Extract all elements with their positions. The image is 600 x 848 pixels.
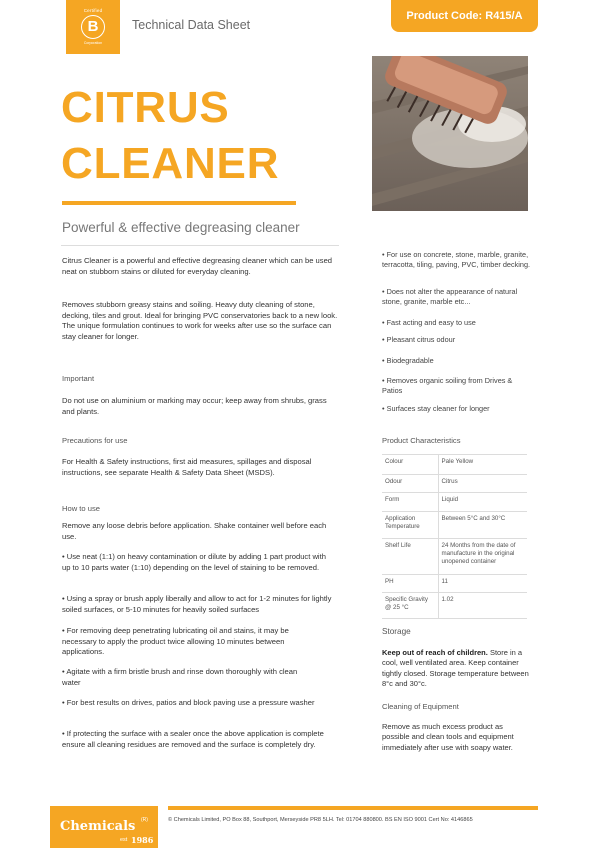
table-row: [382, 593, 527, 619]
important-heading: Important: [62, 374, 95, 383]
table-row: [382, 575, 527, 593]
storage-heading: Storage: [382, 627, 411, 636]
how-to-use-step: • If protecting the surface with a sealer once the above application is complete ensure all cleaning residues are removed and the surface is completely dry.: [62, 729, 324, 749]
logo-name: Chemicals: [60, 819, 136, 834]
footer-address: © Chemicals Limited, PO Box 88, Southport, Merseyside PR8 5LH. Tel: 01704 880800. BS EN ISO 9001 Cert No: 4146865: [168, 817, 473, 823]
characteristic-value: 24 Months from the date of manufacture in the original unopened container: [438, 539, 527, 575]
characteristic-key: Form: [382, 493, 438, 512]
product-title-line-2: CLEANER: [61, 139, 280, 188]
how-to-use-step: Remove any loose debris before application. Shake container well before each use.: [62, 521, 327, 541]
bcorp-certified-label: Certified: [83, 8, 103, 13]
characteristic-key: Odour: [382, 475, 438, 493]
feature-item: • For use on concrete, stone, marble, granite, terracotta, tiling, paving, PVC, timber decking.: [382, 250, 531, 270]
title-underline: [62, 201, 296, 205]
characteristic-key: Application Temperature: [382, 512, 438, 539]
subtitle: Powerful & effective degreasing cleaner: [62, 220, 300, 235]
feature-item: • Pleasant citrus odour: [382, 335, 456, 344]
characteristic-value: Citrus: [438, 475, 527, 493]
storage-warning: Keep out of reach of children.: [382, 648, 488, 657]
logo-registered-mark: (R): [141, 817, 148, 823]
table-row: [382, 455, 527, 475]
how-to-use-step: • For removing deep penetrating lubricating oil and stains, it may be necessary to apply the product twice allowing 10 minutes between applications.: [62, 626, 289, 657]
document-type: Technical Data Sheet: [132, 18, 251, 32]
table-row: [382, 475, 527, 493]
feature-item: • Biodegradable: [382, 356, 434, 365]
characteristic-key: PH: [382, 575, 438, 593]
storage-instructions: Store in a cool, well ventilated area. Keep container tightly closed. Storage temperature between 8°c and 30°c.: [382, 648, 529, 689]
how-to-use-step: • Agitate with a firm bristle brush and rinse down thoroughly with clean water: [62, 667, 298, 687]
bcorp-b-icon: B: [81, 15, 105, 39]
important-text: Do not use on aluminium or marking may occur; keep away from shrubs, grass and plants.: [62, 396, 327, 416]
how-to-use-step: • Using a spray or brush apply liberally and allow to act for 1-2 minutes for lightly soiled surfaces, or 5-10 minutes for heavily soiled surfaces: [62, 594, 332, 614]
feature-item: • Does not alter the appearance of natural stone, granite, marble etc...: [382, 287, 518, 307]
intro-paragraph-2: Removes stubborn greasy stains and soiling. Heavy duty cleaning of stone, decking, tiles and grout. Ideal for bringing PVC conservatories back to a new look. The unique formulation continues to work for weeks after use so the surface can stay cleaner for longer.: [62, 300, 338, 341]
characteristic-key: Specific Gravity @ 25 °C: [382, 593, 438, 619]
product-title: [61, 80, 279, 192]
chemicals-logo: [50, 806, 158, 848]
characteristic-value: 1.02: [438, 593, 527, 619]
precautions-heading: Precautions for use: [62, 436, 128, 445]
table-row: [382, 539, 527, 575]
product-title-line-1: CITRUS: [61, 83, 230, 132]
characteristic-value: 11: [438, 575, 527, 593]
feature-item: • Fast acting and easy to use: [382, 318, 476, 327]
bcorp-corporation-label: Corporation: [83, 41, 103, 45]
product-code-badge: Product Code: R415/A: [391, 0, 538, 32]
product-characteristics-heading: Product Characteristics: [382, 436, 461, 445]
cleaning-heading: Cleaning of Equipment: [382, 702, 459, 711]
table-row: [382, 512, 527, 539]
characteristic-key: Shelf Life: [382, 539, 438, 575]
product-photo: [372, 56, 528, 211]
characteristic-value: Between 5°C and 30°C: [438, 512, 527, 539]
subtitle-divider: [61, 245, 339, 246]
product-characteristics-table: [382, 454, 527, 619]
footer-divider: [168, 806, 538, 810]
characteristic-value: Pale Yellow: [438, 455, 527, 475]
table-row: [382, 493, 527, 512]
characteristic-key: Colour: [382, 455, 438, 475]
bcorp-logo: [66, 0, 120, 54]
features-list: [382, 250, 532, 420]
intro-paragraph-1: Citrus Cleaner is a powerful and effective degreasing cleaner which can be used neat on stubborn stains or diluted for everyday cleaning.: [62, 256, 333, 276]
how-to-use-step: • Use neat (1:1) on heavy contamination or dilute by adding 1 part product with up to 10 parts water (1:10) depending on the level of staining to be removed.: [62, 552, 326, 572]
precautions-text: For Health & Safety instructions, first aid measures, spillages and disposal instructions, see separate Health & Safety Data Sheet (MSDS).: [62, 457, 312, 477]
characteristic-value: Liquid: [438, 493, 527, 512]
feature-item: • Removes organic soiling from Drives & Patios: [382, 376, 513, 396]
cleaning-text: Remove as much excess product as possible and clean tools and equipment immediately after use with soapy water.: [382, 722, 514, 752]
how-to-use-step: • For best results on drives, patios and block paving use a pressure washer: [62, 698, 315, 707]
logo-est-label: est: [120, 837, 128, 843]
feature-item: • Surfaces stay cleaner for longer: [382, 404, 490, 413]
how-to-use-heading: How to use: [62, 504, 100, 513]
logo-year: 1986: [131, 835, 154, 845]
storage-text: [382, 648, 532, 690]
